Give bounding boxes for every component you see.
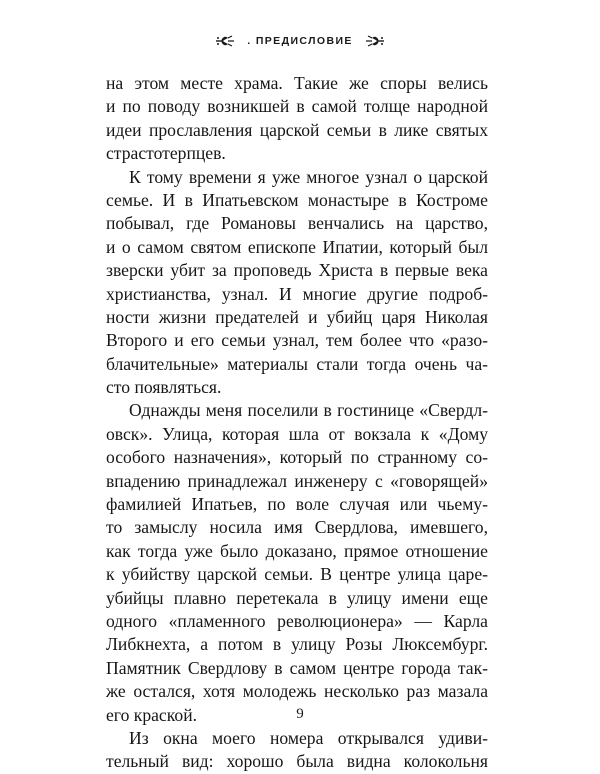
fleuron-ornament-icon [365, 34, 385, 48]
text-line: идеи прославления царской семьи в лике святых [106, 119, 488, 140]
page-number: 9 [296, 706, 304, 722]
text-line: Однажды меня поселили в гостинице «Свердл- [129, 400, 488, 421]
text-line: К тому времени я уже многое узнал о царской [129, 166, 488, 187]
text-line: сто появляться. [106, 377, 222, 398]
running-header [0, 30, 600, 52]
text-line: Либкнехта, а потом в улицу Розы Люксембург. [106, 634, 488, 655]
text-line: впадению принадлежал инженеру с «говорящей» [106, 470, 488, 491]
text-line: одного «пламенного революционера» — Карла [106, 610, 488, 631]
text-line: Из окна моего номера открывался удиви- [129, 727, 488, 748]
text-line: зверски убит за проповедь Христа в первые века [106, 260, 488, 281]
text-line: Второго и его семьи узнал, тем более что «разо- [106, 330, 488, 351]
text-line: его краской. [106, 704, 198, 725]
text-line: страстотерпцев. [106, 143, 226, 164]
text-line: к убийству царской семьи. В центре улица царе- [106, 564, 488, 585]
text-line: христианства, узнал. И многие другие подроб- [106, 283, 488, 304]
text-line: семье. И в Ипатьевском монастыре в Костроме [106, 189, 488, 210]
running-header-title: . ПРЕДИСЛОВИЕ [247, 35, 353, 47]
text-line: побывал, где Романовы венчались на царство, [106, 213, 488, 234]
text-line: овск». Улица, которая шла от вокзала к «Дому [106, 423, 488, 444]
text-line: и по поводу возникшей в самой толще народной [106, 96, 488, 117]
text-line: убийцы плавно перетекала в улицу имени еще [106, 587, 488, 608]
text-line: же остался, хотя молодежь несколько раз мазала [106, 681, 488, 702]
text-line: и о самом святом епископе Ипатии, который был [106, 236, 488, 257]
text-line: блачительные» материалы стали тогда очень ча- [106, 353, 488, 374]
text-line: как тогда уже было доказано, прямое отношение [106, 540, 488, 561]
text-line: тельный вид: хорошо была видна колокольня [106, 751, 488, 772]
text-line: то замыслу носила имя Свердлова, имевшего, [106, 517, 488, 538]
text-line: Памятник Свердлову в самом центре города так- [106, 657, 488, 678]
body-text [106, 72, 488, 774]
text-line: особого назначения», который по странному со- [106, 447, 488, 468]
text-line: ности жизни предателей и убийц царя Николая [106, 306, 488, 327]
text-line: фамилией Ипатьев, по воле случая или чьему- [106, 494, 488, 515]
fleuron-ornament-icon [215, 34, 235, 48]
text-line: на этом месте храма. Такие же споры велись [106, 73, 488, 93]
